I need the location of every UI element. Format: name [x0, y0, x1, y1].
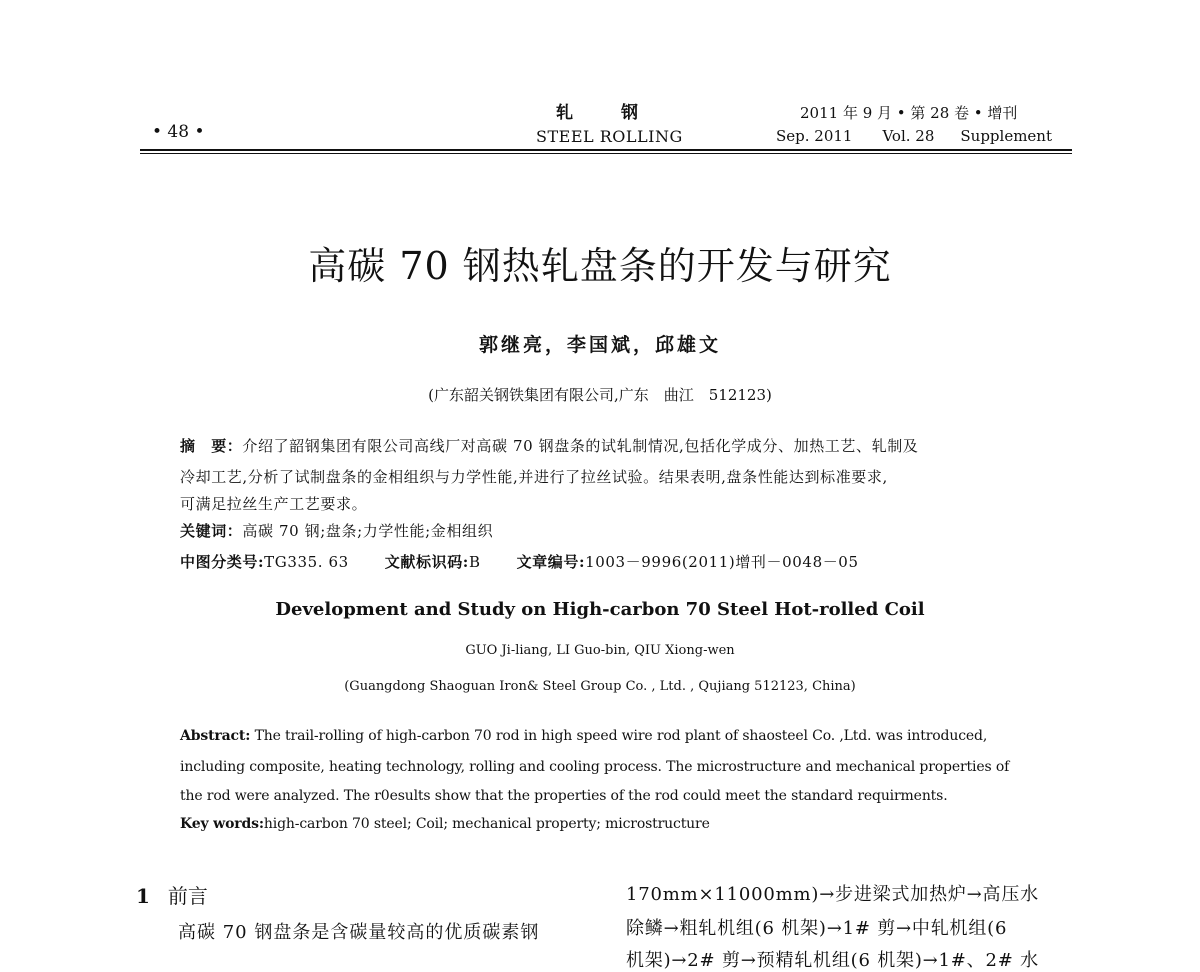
- keywords-cn-label: 关键词：: [180, 522, 243, 540]
- journal-name-en: STEEL ROLLING: [536, 127, 683, 146]
- header-rule-thick: [140, 149, 1072, 151]
- journal-name-char-2: 钢: [621, 103, 640, 123]
- classification-line: [180, 551, 859, 572]
- paper-title-en: Development and Study on High-carbon 70 Steel Hot-rolled Coil: [275, 599, 925, 620]
- article-no-value: 1003－9996(2011)增刊－0048－05: [585, 553, 859, 571]
- abstract-cn-line-1: 摘 要：介绍了韶钢集团有限公司高线厂对高碳 70 钢盘条的试轧制情况,包括化学成分、加热工艺、轧制及: [180, 437, 919, 455]
- keywords-en: [180, 816, 710, 832]
- body-right-line-3: 机架)→2# 剪→预精轧机组(6 机架)→1#、2# 水: [626, 950, 1039, 971]
- page-number: • 48 •: [152, 122, 205, 142]
- authors-en: GUO Ji-liang, LI Guo-bin, QIU Xiong-wen: [465, 643, 735, 658]
- article-no-label: 文章编号:: [516, 553, 586, 571]
- body-right-line-2: 除鳞→粗轧机组(6 机架)→1# 剪→中轧机组(6: [626, 918, 1008, 939]
- issue-supplement: Supplement: [960, 127, 1052, 145]
- doc-code-label: 文献标识码:: [384, 553, 469, 571]
- paper-title-cn: 高碳 70 钢热轧盘条的开发与研究: [308, 244, 892, 288]
- abstract-cn-line-3: 可满足拉丝生产工艺要求。: [180, 495, 368, 513]
- abstract-en-label: Abstract:: [180, 728, 251, 744]
- abstract-en-line-3: the rod were analyzed. The r0esults show that the properties of the rod could meet the standard requirments.: [180, 788, 948, 804]
- body-right-line-1: 170mm×11000mm)→步进梁式加热炉→高压水: [626, 884, 1039, 905]
- doc-code-value: B: [468, 553, 481, 571]
- abstract-cn-line-2: 冷却工艺,分析了试制盘条的金相组织与力学性能,并进行了拉丝试验。结果表明,盘条性能达到标准要求,: [180, 468, 888, 486]
- section-number: 1: [136, 884, 150, 908]
- keywords-cn-text: 高碳 70 钢;盘条;力学性能;金相组织: [242, 522, 494, 540]
- issue-date: Sep. 2011: [776, 127, 853, 145]
- keywords-en-text: high-carbon 70 steel; Coil; mechanical property; microstructure: [263, 816, 710, 832]
- issue-volume: Vol. 28: [882, 127, 935, 145]
- section-heading: [136, 880, 208, 909]
- journal-name-cn: [556, 98, 656, 123]
- clc-value: TG335. 63: [264, 553, 349, 571]
- affiliation-cn: (广东韶关钢铁集团有限公司,广东 曲江 512123): [428, 386, 772, 404]
- abstract-en-line-1: Abstract: The trail-rolling of high-carbon 70 rod in high speed wire rod plant of shaosteel Co. ,Ltd. was introduced,: [180, 728, 988, 744]
- keywords-cn: [180, 520, 493, 541]
- journal-name-char-1: 轧: [556, 103, 575, 123]
- issue-info-en: [776, 127, 1052, 145]
- keywords-en-label: Key words:: [180, 816, 264, 832]
- header-rule-thin: [140, 153, 1072, 154]
- abstract-en-line-2: including composite, heating technology, rolling and cooling process. The microstructure and mechanical properties of: [180, 759, 1010, 775]
- authors-cn: 郭继亮，李国斌，邱雄文: [478, 334, 721, 356]
- body-left-line-1: 高碳 70 钢盘条是含碳量较高的优质碳素钢: [178, 922, 540, 943]
- affiliation-en: (Guangdong Shaoguan Iron& Steel Group Co. , Ltd. , Qujiang 512123, China): [344, 679, 856, 694]
- section-title: 前言: [167, 884, 208, 908]
- abstract-cn-label: 摘 要：: [180, 437, 243, 455]
- clc-label: 中图分类号:: [180, 553, 265, 571]
- issue-info-cn: 2011 年 9 月 • 第 28 卷 • 增刊: [800, 104, 1018, 122]
